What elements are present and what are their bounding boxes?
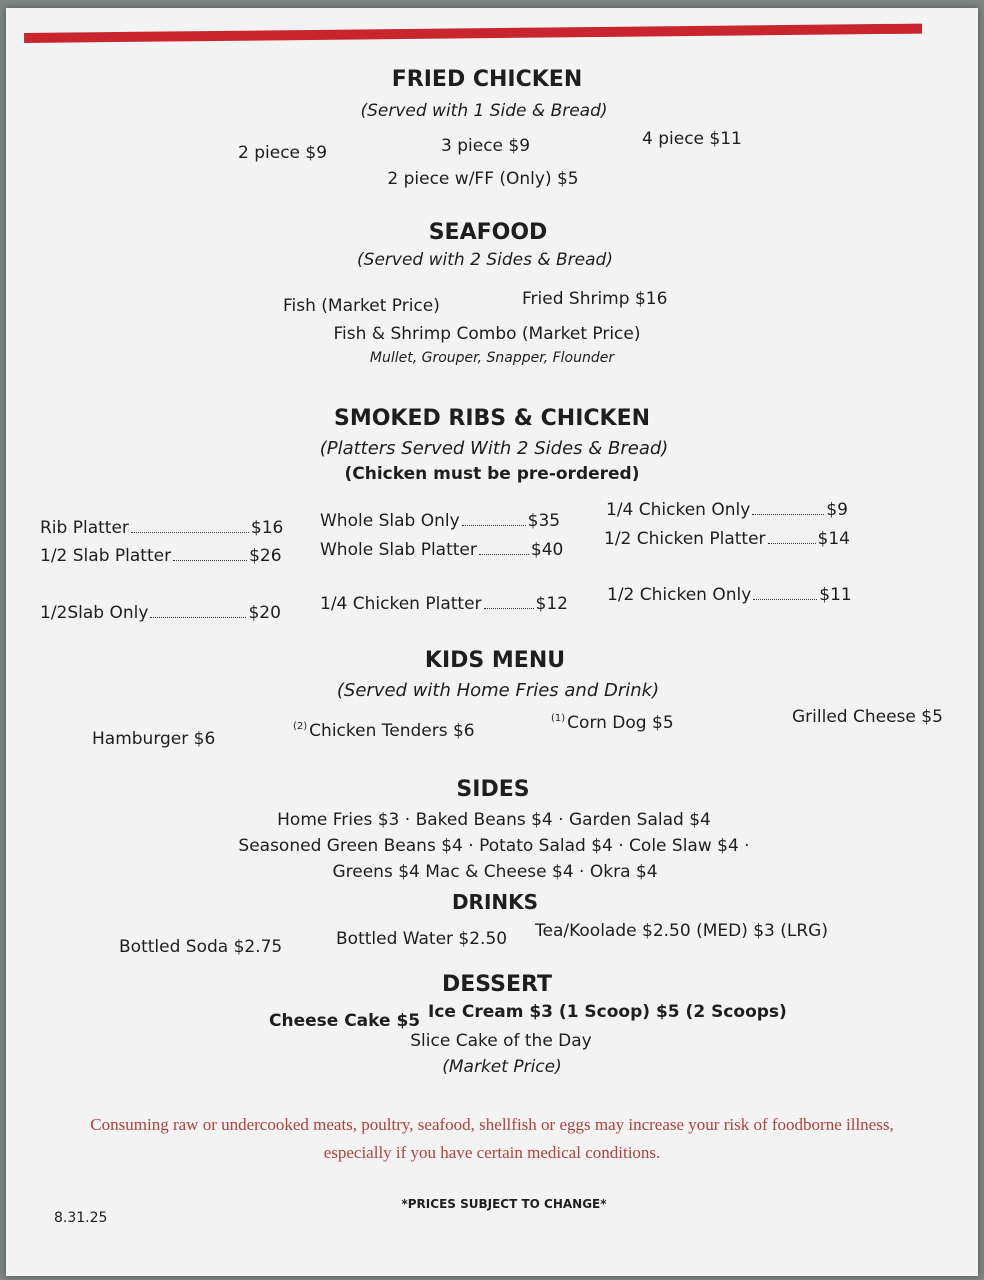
item-price: $20 <box>248 603 281 623</box>
item-name: Whole Slab Platter <box>320 540 477 560</box>
sides-line: Seasoned Green Beans $4 · Potato Salad $4 · Cole Slaw $4 · <box>238 836 750 856</box>
smoked-item <box>604 529 850 549</box>
health-warning: especially if you have certain medical conditions. <box>323 1143 661 1162</box>
smoked-title: SMOKED RIBS & CHICKEN <box>333 406 651 431</box>
item-name: 1/2 Chicken Platter <box>604 529 766 549</box>
seafood-item: Fried Shrimp $16 <box>522 289 668 309</box>
fried-chicken-title: FRIED CHICKEN <box>391 67 583 92</box>
item-label: Corn Dog $5 <box>567 713 674 733</box>
kids-item <box>551 713 674 733</box>
fried-chicken-item: 2 piece $9 <box>238 143 328 163</box>
item-price: $14 <box>817 529 850 549</box>
item-name: 1/4 Chicken Only <box>606 500 751 520</box>
item-price: $16 <box>250 518 284 538</box>
menu-page <box>6 8 978 1276</box>
smoked-item <box>320 594 568 614</box>
item-name: 1/2Slab Only <box>40 603 149 623</box>
dessert-item: Cheese Cake $5 <box>269 1011 421 1031</box>
seafood-item: Fish & Shrimp Combo (Market Price) <box>333 324 641 344</box>
kids-item: Grilled Cheese $5 <box>792 707 943 727</box>
item-name: Rib Platter <box>40 518 129 538</box>
smoked-subtitle: (Platters Served With 2 Sides & Bread) <box>319 438 669 459</box>
prices-note: *PRICES SUBJECT TO CHANGE* <box>401 1197 607 1211</box>
fried-chicken-item: 3 piece $9 <box>441 136 531 156</box>
smoked-note: (Chicken must be pre-ordered) <box>344 464 640 484</box>
kids-title: KIDS MENU <box>424 648 566 673</box>
item-price: $12 <box>535 594 568 614</box>
item-quantity: (2) <box>293 721 308 733</box>
sides-title: SIDES <box>456 777 530 802</box>
dessert-item: Ice Cream $3 (1 Scoop) $5 (2 Scoops) <box>428 1002 787 1022</box>
smoked-item <box>40 603 281 623</box>
item-quantity: (1) <box>551 713 566 725</box>
seafood-title: SEAFOOD <box>428 220 548 245</box>
smoked-item <box>607 585 852 605</box>
item-price: $40 <box>530 540 564 560</box>
item-name: Whole Slab Only <box>320 511 460 531</box>
drinks-title: DRINKS <box>451 890 539 914</box>
dessert-title: DESSERT <box>442 972 552 997</box>
dessert-price-note: (Market Price) <box>442 1057 562 1077</box>
seafood-item: Fish (Market Price) <box>283 296 440 316</box>
kids-item: Hamburger $6 <box>92 729 216 749</box>
item-name: 1/2 Chicken Only <box>607 585 752 605</box>
dessert-item: Slice Cake of the Day <box>410 1031 592 1051</box>
smoked-item <box>40 518 283 538</box>
sides-line: Greens $4 Mac & Cheese $4 · Okra $4 <box>332 862 658 882</box>
fried-chicken-item: 2 piece w/FF (Only) $5 <box>387 169 579 189</box>
fried-chicken-subtitle: (Served with 1 Side & Bread) <box>360 101 608 121</box>
sides-line: Home Fries $3 · Baked Beans $4 · Garden Salad $4 <box>277 810 711 830</box>
item-price: $26 <box>249 546 282 566</box>
item-price: $9 <box>826 500 848 520</box>
smoked-item <box>606 500 848 520</box>
health-warning: Consuming raw or undercooked meats, poultry, seafood, shellfish or eggs may increase your risk of foodborne illness, <box>90 1115 894 1134</box>
smoked-item <box>320 540 563 560</box>
seafood-varieties: Mullet, Grouper, Snapper, Flounder <box>369 350 615 366</box>
item-name: 1/2 Slab Platter <box>40 546 172 566</box>
drinks-item: Bottled Water $2.50 <box>336 929 508 949</box>
item-name: 1/4 Chicken Platter <box>320 594 482 614</box>
item-price: $11 <box>819 585 852 605</box>
menu-date: 8.31.25 <box>54 1210 108 1226</box>
drinks-item: Bottled Soda $2.75 <box>119 937 283 957</box>
drinks-item: Tea/Koolade $2.50 (MED) $3 (LRG) <box>535 921 828 941</box>
smoked-item <box>40 546 282 566</box>
kids-item <box>293 721 475 741</box>
fried-chicken-item: 4 piece $11 <box>642 129 742 149</box>
smoked-item <box>320 511 560 531</box>
item-price: $35 <box>527 511 561 531</box>
seafood-subtitle: (Served with 2 Sides & Bread) <box>357 250 613 270</box>
kids-subtitle: (Served with Home Fries and Drink) <box>336 680 660 701</box>
item-label: Chicken Tenders $6 <box>309 721 475 741</box>
